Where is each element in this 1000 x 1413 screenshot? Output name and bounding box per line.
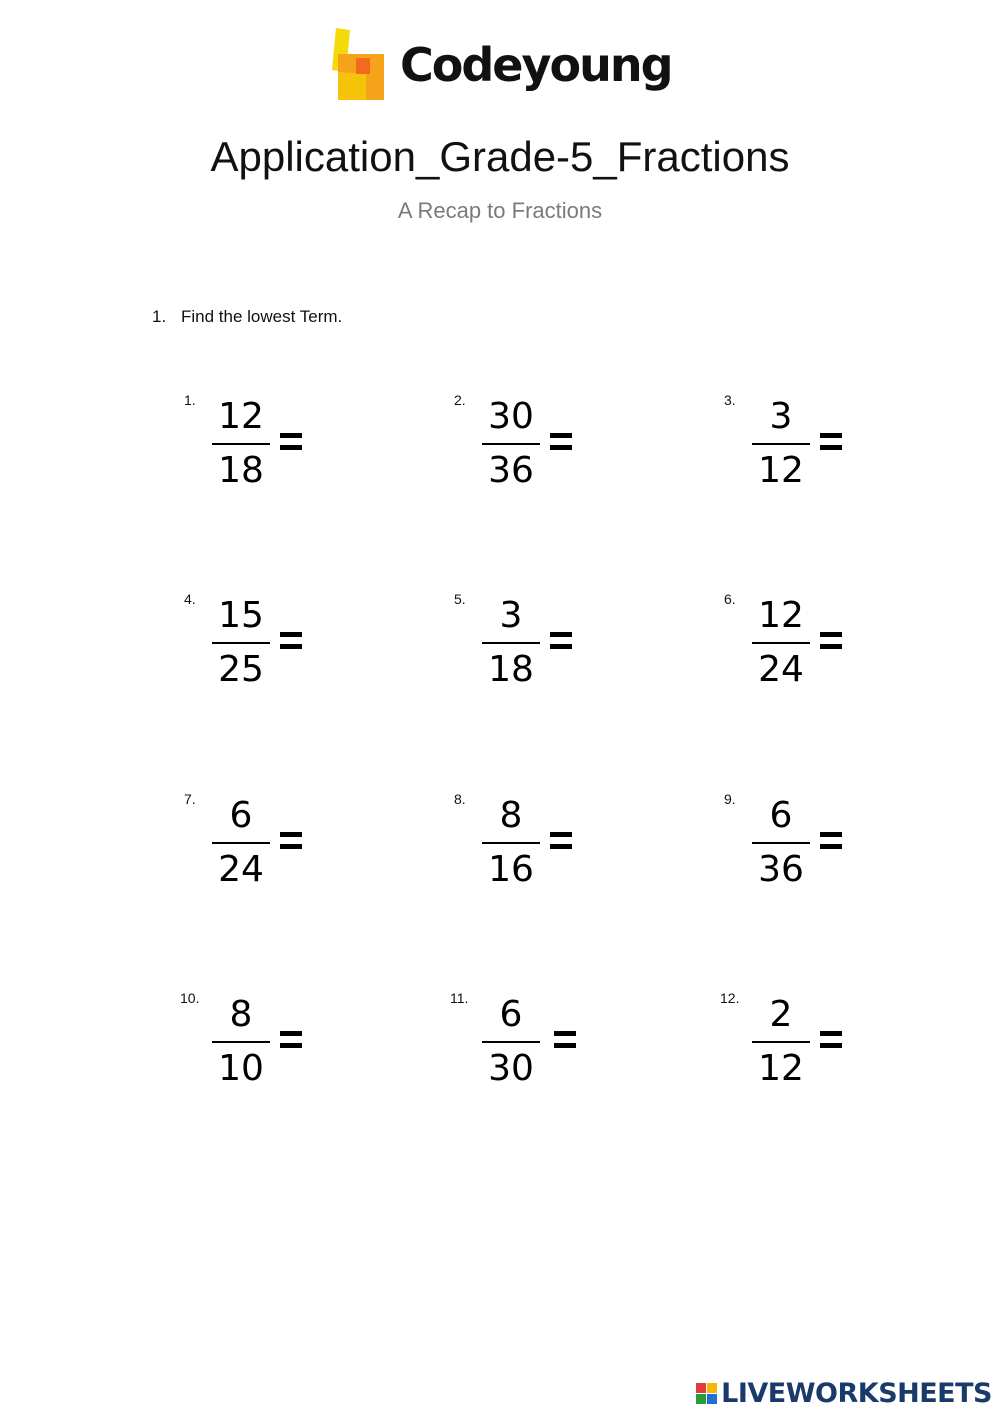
problem-number: 9.	[724, 791, 736, 807]
fraction	[214, 796, 268, 888]
problem-number: 11.	[450, 990, 469, 1006]
problem-5	[454, 592, 654, 702]
numerator: 2	[769, 994, 793, 1035]
fraction	[484, 397, 538, 489]
denominator: 12	[758, 450, 804, 491]
page-subtitle: A Recap to Fractions	[397, 198, 603, 223]
page-title: Application_Grade-5_Fractions	[210, 133, 790, 180]
liveworksheets-icon	[696, 1383, 717, 1404]
problem-number: 2.	[454, 392, 466, 408]
problem-12	[720, 991, 920, 1101]
instruction-number: 1.	[152, 307, 167, 326]
problem-7	[184, 792, 384, 902]
fraction	[214, 397, 268, 489]
equals-sign	[280, 433, 304, 453]
problem-number: 8.	[454, 791, 466, 807]
problem-2	[454, 393, 654, 503]
equals-sign	[280, 1031, 304, 1051]
numerator: 6	[229, 795, 253, 836]
denominator: 36	[488, 450, 534, 491]
fraction-bar	[482, 443, 540, 445]
equals-sign	[550, 632, 574, 652]
denominator: 12	[758, 1048, 804, 1089]
fraction-bar	[212, 1041, 270, 1043]
denominator: 18	[488, 649, 534, 690]
codeyoung-logo-icon	[330, 28, 386, 102]
fraction	[754, 796, 808, 888]
equals-sign	[820, 832, 844, 852]
fraction-bar	[212, 443, 270, 445]
denominator: 25	[218, 649, 264, 690]
fraction	[214, 995, 268, 1087]
denominator: 24	[218, 849, 264, 890]
problem-number: 5.	[454, 591, 466, 607]
problem-3	[724, 393, 924, 503]
fraction-bar	[482, 642, 540, 644]
problem-1	[184, 393, 384, 503]
problem-number: 6.	[724, 591, 736, 607]
problem-11	[450, 991, 650, 1101]
equals-sign	[550, 832, 574, 852]
numerator: 6	[769, 795, 793, 836]
problem-number: 12.	[720, 990, 740, 1006]
instruction	[152, 308, 342, 325]
equals-sign	[280, 832, 304, 852]
denominator: 36	[758, 849, 804, 890]
numerator: 12	[758, 595, 804, 636]
logo-wordmark: Codeyoung	[400, 38, 672, 92]
numerator: 15	[218, 595, 264, 636]
fraction-bar	[212, 842, 270, 844]
denominator: 18	[218, 450, 264, 491]
fraction	[484, 596, 538, 688]
fraction-bar	[752, 842, 810, 844]
watermark-text: LIVEWORKSHEETS	[721, 1378, 992, 1409]
numerator: 30	[488, 396, 534, 437]
liveworksheets-watermark	[696, 1380, 992, 1407]
problem-number: 10.	[180, 990, 200, 1006]
numerator: 8	[229, 994, 253, 1035]
fraction-bar	[212, 642, 270, 644]
numerator: 8	[499, 795, 523, 836]
denominator: 24	[758, 649, 804, 690]
numerator: 3	[499, 595, 523, 636]
equals-sign	[550, 433, 574, 453]
fraction-bar	[482, 842, 540, 844]
denominator: 10	[218, 1048, 264, 1089]
equals-sign	[280, 632, 304, 652]
codeyoung-logo	[330, 24, 672, 106]
equals-sign	[554, 1031, 578, 1051]
problem-6	[724, 592, 924, 702]
problem-number: 4.	[184, 591, 196, 607]
numerator: 12	[218, 396, 264, 437]
problem-9	[724, 792, 924, 902]
problem-4	[184, 592, 384, 702]
fraction-bar	[482, 1041, 540, 1043]
denominator: 30	[488, 1048, 534, 1089]
fraction	[754, 596, 808, 688]
numerator: 3	[769, 396, 793, 437]
fraction-bar	[752, 1041, 810, 1043]
problem-10	[180, 991, 380, 1101]
fraction	[484, 995, 538, 1087]
fraction	[484, 796, 538, 888]
equals-sign	[820, 632, 844, 652]
fraction	[214, 596, 268, 688]
equals-sign	[820, 433, 844, 453]
denominator: 16	[488, 849, 534, 890]
problem-number: 3.	[724, 392, 736, 408]
problem-number: 1.	[184, 392, 196, 408]
problem-number: 7.	[184, 791, 196, 807]
fraction-bar	[752, 642, 810, 644]
fraction-bar	[752, 443, 810, 445]
problem-8	[454, 792, 654, 902]
numerator: 6	[499, 994, 523, 1035]
equals-sign	[820, 1031, 844, 1051]
fraction	[754, 995, 808, 1087]
fraction	[754, 397, 808, 489]
instruction-text: Find the lowest Term.	[181, 307, 343, 326]
